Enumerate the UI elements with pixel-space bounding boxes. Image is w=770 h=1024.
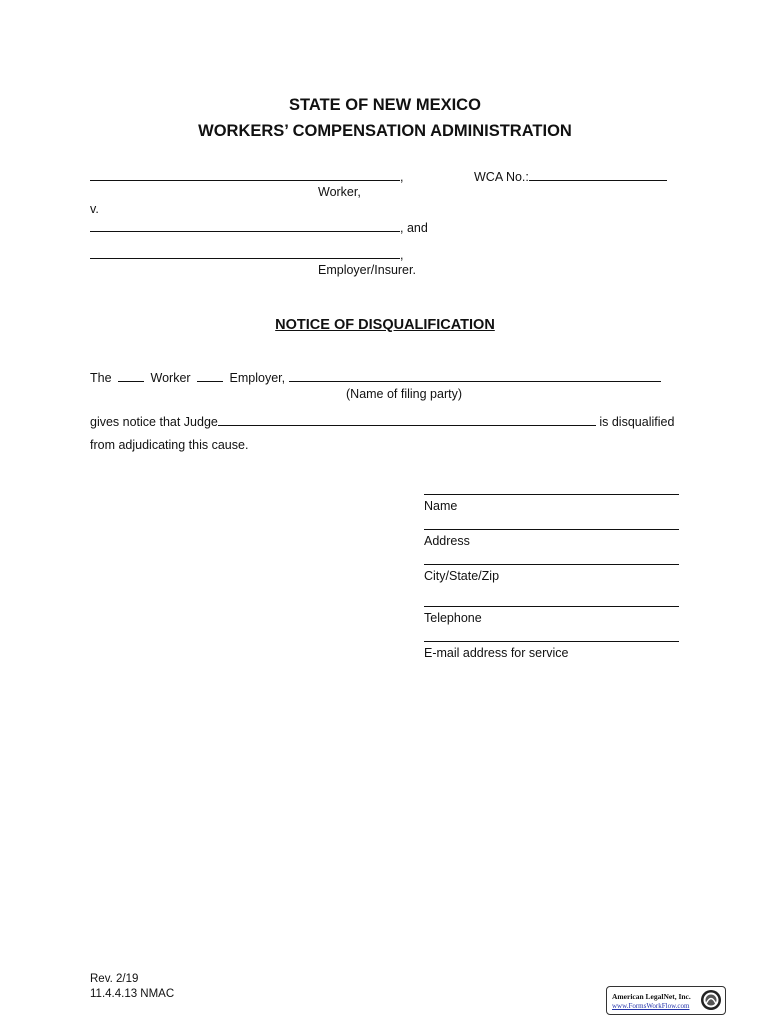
wca-number-blank[interactable] xyxy=(529,168,667,181)
employer-name-row xyxy=(90,219,428,235)
header-agency: WORKERS’ COMPENSATION ADMINISTRATION xyxy=(198,122,572,140)
filing-party-row xyxy=(90,369,661,385)
versus-label: v. xyxy=(90,202,99,216)
email-label: E-mail address for service xyxy=(424,646,569,660)
city-state-zip-line[interactable] xyxy=(424,564,679,565)
notice-title: NOTICE OF DISQUALIFICATION xyxy=(275,317,495,333)
revision-date: Rev. 2/19 xyxy=(90,973,139,985)
filing-party-note: (Name of filing party) xyxy=(346,387,463,401)
name-line[interactable] xyxy=(424,494,679,495)
name-label: Name xyxy=(424,499,458,513)
email-line[interactable] xyxy=(424,641,679,642)
telephone-line[interactable] xyxy=(424,606,679,607)
insurer-name-blank[interactable] xyxy=(90,246,400,259)
worker-name-blank[interactable] xyxy=(90,168,400,181)
judge-name-blank[interactable] xyxy=(218,413,596,426)
employer-checkbox-blank[interactable] xyxy=(197,369,223,382)
american-legalnet-logo[interactable] xyxy=(606,986,726,1015)
wca-number-label: WCA No.: xyxy=(474,170,529,184)
header-state: STATE OF NEW MEXICO xyxy=(289,96,481,114)
and-label: , and xyxy=(400,221,428,235)
logo-company-name: American LegalNet, Inc. xyxy=(612,992,691,1001)
worker-label: Worker, xyxy=(318,185,361,199)
wca-number-row xyxy=(474,168,667,184)
insurer-comma: , xyxy=(400,248,404,262)
from-adjudicating-text: from adjudicating this cause. xyxy=(90,438,249,452)
legalnet-emblem-icon xyxy=(700,989,722,1011)
employer-insurer-label: Employer/Insurer. xyxy=(318,263,416,277)
gives-notice-label: gives notice that Judge xyxy=(90,415,218,429)
filing-party-name-blank[interactable] xyxy=(289,369,661,382)
address-label: Address xyxy=(424,534,470,548)
employer-option-label: Employer, xyxy=(229,371,286,385)
worker-checkbox-blank[interactable] xyxy=(118,369,144,382)
telephone-label: Telephone xyxy=(424,611,482,625)
is-disqualified-label: is disqualified xyxy=(599,415,675,429)
insurer-name-row xyxy=(90,246,403,262)
nmac-reference: 11.4.4.13 NMAC xyxy=(90,988,175,1000)
employer-name-blank[interactable] xyxy=(90,219,400,232)
address-line[interactable] xyxy=(424,529,679,530)
the-label: The xyxy=(90,371,112,385)
city-state-zip-label: City/State/Zip xyxy=(424,569,500,583)
logo-website-link[interactable]: www.FormsWorkFlow.com xyxy=(612,1002,690,1010)
judge-row xyxy=(90,413,674,429)
worker-name-row xyxy=(90,168,403,184)
worker-comma: , xyxy=(400,170,404,184)
worker-option-label: Worker xyxy=(150,371,191,385)
